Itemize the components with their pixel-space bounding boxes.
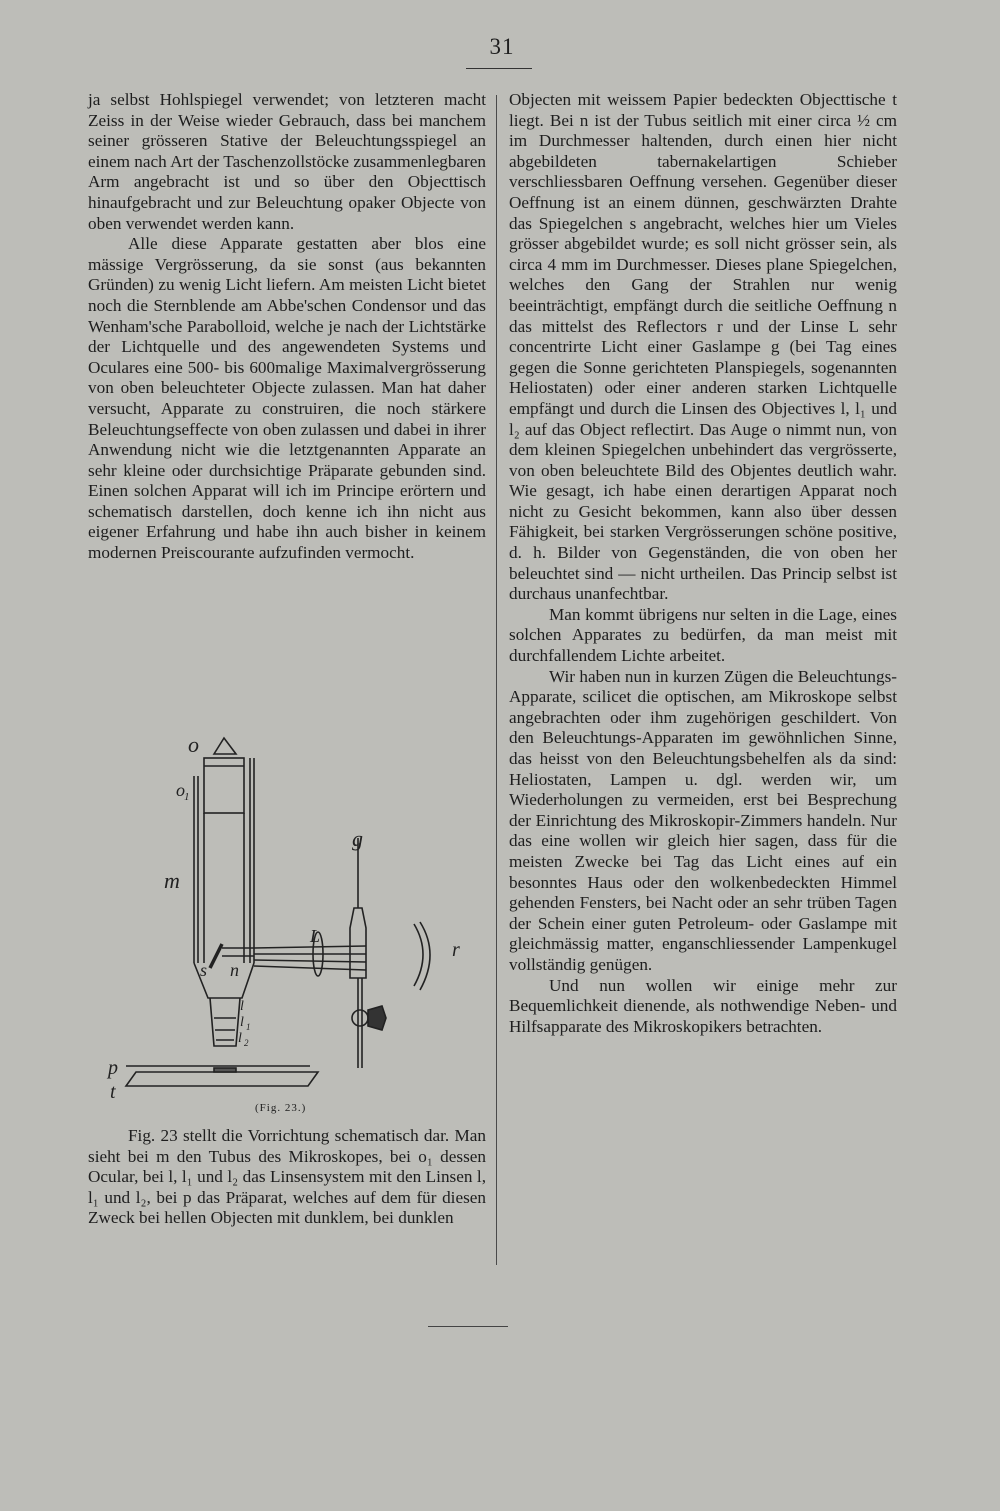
label-s: s (200, 960, 208, 980)
page-number: 31 (489, 34, 515, 59)
label-l2: l (238, 1031, 242, 1046)
end-rule (428, 1326, 508, 1327)
paragraph-right-1: Objecten mit weissem Papier bedeckten Objecttische t liegt. Bei n ist der Tubus seitlich mit einer circa ½ cm im Durchmesser haltenden, durch einen hier nicht abgebildeten tabernakelartigen Schieber verschliessbaren Oeffnung versehen. Gegenüber dieser Oeffnung ist an einem dünnen, geschwärzten Drahte das Spiegelchen s angebracht, welches hier um Vieles grösser abgebildet wurde; es soll nicht grösser sein, als circa 4 mm im Durchmesser. Dieses plane Spiegelchen, welches den Gang der Strahlen nur wenig beeinträchtigt, empfängt durch die seitliche Oeffnung n das mittelst des Reflectors r und der Linse L sehr concentrirte Licht einer Gaslampe g (bei Tag eines gegen die Sonne gerichteten Planspiegels, sogenannten Heliostaten) oder einer anderen starken Lichtquelle empfängt und durch die Linsen des Objectives l, l₁ und l₂ auf das Object reflectirt. Das Auge o nimmt nun, von dem kleinen Spiegelchen unbehindert das vergrösserte, von oben beleuchtete Bild des Objentes deutlich wahr. Wie gesagt, ich habe einen derartigen Apparat noch nicht zu Gesicht bekommen, kann also über dessen Fähigkeit, bei starken Vergrösserungen schöne positive, d. h. Bilder von Gegenständen, die von oben her beleuchtet sind — nicht urtheilen. Das Princip selbst ist durchaus unanfechtbar. (509, 90, 897, 604)
label-o: o (188, 732, 199, 757)
label-g: g (352, 826, 363, 851)
small-mirror (210, 944, 222, 968)
figure-caption: (Fig. 23.) (255, 1102, 307, 1114)
gas-lamp (350, 908, 366, 978)
left-column (88, 90, 486, 564)
paragraph-figure-description: Fig. 23 stellt die Vorrichtung schematisch dar. Man sieht bei m den Tubus des Mikroskopes, bei o₁ dessen Ocular, bei l, l₁ und l₂ das Linsensystem mit den Linsen l, l₁ und l₂, bei p das Präparat, welches auf dem für diesen Zweck bei hellen Objecten mit dunklem, bei dunklen (88, 1126, 486, 1228)
paragraph-left-2: Alle diese Apparate gestatten aber blos eine mässige Vergrösserung, da sie sonst (aus bekannten Gründen) zu wenig Licht liefern. Am meisten Licht bietet noch die Sternblende am Abbe'schen Condensor und das Wenham'sche Parabolloid, welche je nach der Lichtstärke der Lichtquelle und des angewendeten Systems und Oculares eine 500- bis 600malige Maximalvergrösserung von oben beleuchteter Objecte zulassen. Man hat daher versucht, Apparate zu construiren, die noch stärkere Beleuchtungseffecte von oben zulassen und dabei in ihrer Anwendung nicht wie die letztgenannten Apparate an sehr kleine oder durchsichtige Präparate gebunden sind. Einen solchen Apparat will ich im Principe erörtern und schematisch darstellen, doch kenne ich ihn nicht aus eigener Erfahrung und habe ihn auch bisher in keinem modernen Preiscourante aufzufinden vermocht. (88, 234, 486, 563)
label-l1-sub: 1 (246, 1022, 251, 1032)
objective (210, 998, 240, 1046)
label-o1-sub: 1 (184, 791, 190, 803)
label-l2-sub: 2 (244, 1038, 249, 1048)
label-l1: l (240, 1015, 244, 1030)
column-divider (496, 95, 497, 1265)
page-number-rule (466, 68, 532, 69)
paragraph-right-3: Wir haben nun in kurzen Zügen die Beleuchtungs-Apparate, scilicet die optischen, am Mikroskope selbst angebrachten oder ihm zugehörigen geschildert. Von den Beleuchtungs-Apparaten im gewöhnlichen Sinne, das heisst von den Beleuchtungsbehelfen als da sind: Heliostaten, Lampen u. dgl. werden wir, um Wiederholungen zu vermeiden, erst bei Besprechung der Einrichtung des Mikroskopir-Zimmers handeln. Nur das eine wollen wir gleich hier sagen, dass für die meisten Zwecke bei Tag das Licht eines auf ein besonntes Haus oder den wolkenbedeckten Himmel gehenden Fensters, bei Nacht oder an sehr trüben Tagen der Schein einer guten Petroleum- oder Gaslampe mit gleichmässig matter, enganschliessender Lampenkugel vollständig genügen. (509, 666, 897, 974)
paragraph-right-2: Man kommt übrigens nur selten in die Lage, eines solchen Apparates zu bedürfen, da man meist mit durchfallendem Lichte arbeitet. (509, 604, 897, 666)
right-column (509, 90, 897, 1037)
reflector (414, 924, 423, 986)
eye-symbol (214, 738, 236, 754)
label-o1: o (176, 780, 185, 800)
label-t: t (110, 1081, 116, 1103)
microscope-diagram (96, 728, 486, 1108)
label-l: l (240, 999, 244, 1014)
paragraph-left-1: ja selbst Hohlspiegel verwendet; von letzteren macht Zeiss in der Weise wieder Gebrauch, dass bei manchem seiner grösseren Stative der Beleuchtungsspiegel an einem nach Art der Taschenzollstöcke zusammenlegbaren Arm angebracht ist und so über den Objecttisch hinaufgebracht und zur Beleuchtung opaker Objecte von oben verwendet werden kann. (88, 90, 486, 233)
figure-description-paragraph (88, 1126, 486, 1229)
paragraph-right-4: Und nun wollen wir einige mehr zur Bequemlichkeit dienende, als nothwendige Neben- und Hilfsapparate des Mikroskopikers betrachten. (509, 975, 897, 1036)
label-n: n (230, 960, 239, 980)
object-stage (126, 1072, 318, 1086)
label-L: L (310, 926, 321, 946)
label-r: r (452, 939, 460, 961)
figure-23-microscope-diagram (96, 728, 486, 1108)
label-m: m (164, 868, 180, 893)
label-p: p (108, 1057, 118, 1079)
